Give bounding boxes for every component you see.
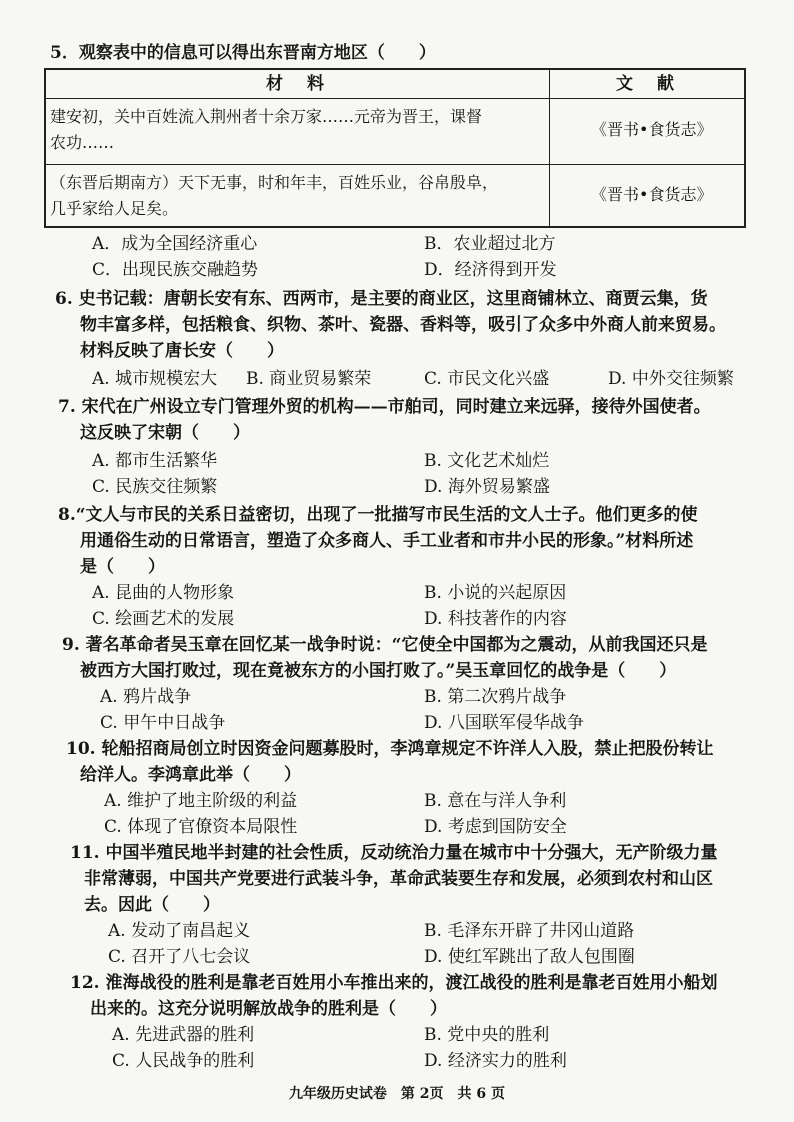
- row1-source: 《晋书•食货志》: [591, 120, 713, 139]
- q7-option-b: B. 文化艺术灿烂: [424, 451, 550, 471]
- table-row: [46, 164, 744, 226]
- page-footer: 九年级历史试卷 第 2页 共 6 页: [288, 1086, 506, 1102]
- q12-option-a: A. 先进武器的胜利: [112, 1025, 255, 1045]
- q10-option-b: B. 意在与洋人争利: [424, 791, 567, 811]
- q11-line2: 非常薄弱，中国共产党要进行武装斗争，革命武装要生存和发展，必须到农村和山区: [84, 869, 713, 889]
- q12-line1: 12. 淮海战役的胜利是靠老百姓用小车推出来的，渡江战役的胜利是靠老百姓用小船划: [70, 973, 718, 993]
- q11-option-c: C. 召开了八七会议: [108, 947, 251, 967]
- q6-option-d: D. 中外交往频繁: [608, 369, 734, 389]
- q9-option-a: A. 鸦片战争: [100, 687, 192, 707]
- q8-option-b: B. 小说的兴起原因: [424, 583, 567, 603]
- q6-option-c: C. 市民文化兴盛: [424, 369, 550, 389]
- q11-line3: 去。因此（ ）: [84, 895, 220, 915]
- q8-option-c: C. 绘画艺术的发展: [92, 609, 235, 629]
- q9-option-c: C. 甲午中日战争: [100, 713, 226, 733]
- q6-line3: 材料反映了唐长安（ ）: [80, 341, 284, 361]
- q5-stem: 5．观察表中的信息可以得出东晋南方地区（ ）: [50, 43, 436, 63]
- q8-option-d: D. 科技著作的内容: [424, 609, 567, 629]
- row2-material-line2: 几乎家给人足矣。: [50, 199, 179, 218]
- q5-option-b: B．农业超过北方: [424, 234, 556, 254]
- q12-option-b: B. 党中央的胜利: [424, 1025, 550, 1045]
- q8-line2: 用通俗生动的日常语言，塑造了众多商人、手工业者和市井小民的形象。”材料所述: [80, 531, 694, 551]
- q12-option-c: C. 人民战争的胜利: [112, 1051, 255, 1071]
- row2-material-line1: （东晋后期南方）天下无事，时和年丰，百姓乐业，谷帛殷阜，: [50, 173, 499, 192]
- q8-line3: 是（ ）: [80, 557, 165, 577]
- q11-option-b: B. 毛泽东开辟了井冈山道路: [424, 921, 635, 941]
- q10-option-d: D. 考虑到国防安全: [424, 817, 567, 837]
- q7-option-c: C. 民族交往频繁: [92, 477, 218, 497]
- q5-table: [44, 68, 746, 228]
- q11-option-a: A. 发动了南昌起义: [108, 921, 251, 941]
- q7-option-a: A. 都市生活繁华: [92, 451, 218, 471]
- q6-option-a: A. 城市规模宏大: [92, 369, 218, 389]
- q8-line1: 8.“文人与市民的关系日益密切，出现了一批描写市民生活的文人士子。他们更多的使: [58, 505, 698, 525]
- q8-option-a: A. 昆曲的人物形象: [92, 583, 235, 603]
- table-row: [46, 98, 744, 165]
- q10-line2: 给洋人。李鸿章此举（ ）: [80, 765, 301, 785]
- q6-option-b: B. 商业贸易繁荣: [246, 369, 372, 389]
- row2-source: 《晋书•食货志》: [591, 185, 713, 204]
- q10-line1: 10. 轮船招商局创立时因资金问题募股时，李鸿章规定不许洋人入股，禁止把股份转让: [66, 739, 714, 759]
- q10-option-a: A. 维护了地主阶级的利益: [104, 791, 298, 811]
- q9-option-b: B. 第二次鸦片战争: [424, 687, 567, 707]
- q7-line1: 7. 宋代在广州设立专门管理外贸的机构——市舶司，同时建立来远驿，接待外国使者。: [58, 397, 711, 417]
- q5-option-c: C．出现民族交融趋势: [92, 260, 259, 280]
- q7-option-d: D. 海外贸易繁盛: [424, 477, 550, 497]
- header-source: 文献: [616, 74, 698, 94]
- q6-line1: 6. 史书记载：唐朝长安有东、西两市，是主要的商业区，这里商铺林立、商贾云集，货: [55, 289, 708, 309]
- q12-option-d: D. 经济实力的胜利: [424, 1051, 567, 1071]
- q11-option-d: D. 使红军跳出了敌人包围圈: [424, 947, 635, 967]
- row1-material-line1: 建安初，关中百姓流入荆州者十余万家……元帝为晋王，课督: [50, 107, 483, 126]
- table-divider: [549, 70, 550, 226]
- q5-option-a: A．成为全国经济重心: [92, 234, 258, 254]
- q7-line2: 这反映了宋朝（ ）: [80, 423, 250, 443]
- q9-option-d: D. 八国联军侵华战争: [424, 713, 584, 733]
- table-header-row: [46, 70, 744, 99]
- q9-line2: 被西方大国打败过，现在竟被东方的小国打败了。”吴玉章回忆的战争是（ ）: [80, 661, 677, 681]
- q12-line2: 出来的。这充分说明解放战争的胜利是（ ）: [90, 999, 447, 1019]
- q9-line1: 9. 著名革命者吴玉章在回忆某一战争时说：“它使全中国都为之震动，从前我国还只是: [62, 635, 708, 655]
- q5-option-d: D．经济得到开发: [424, 260, 557, 280]
- header-material: 材料: [266, 74, 348, 94]
- q6-line2: 物丰富多样，包括粮食、织物、茶叶、瓷器、香料等，吸引了众多中外商人前来贸易。: [80, 315, 726, 335]
- q10-option-c: C. 体现了官僚资本局限性: [104, 817, 298, 837]
- q11-line1: 11. 中国半殖民地半封建的社会性质，反动统治力量在城市中十分强大，无产阶级力量: [70, 843, 718, 863]
- row1-material-line2: 农功……: [50, 133, 115, 152]
